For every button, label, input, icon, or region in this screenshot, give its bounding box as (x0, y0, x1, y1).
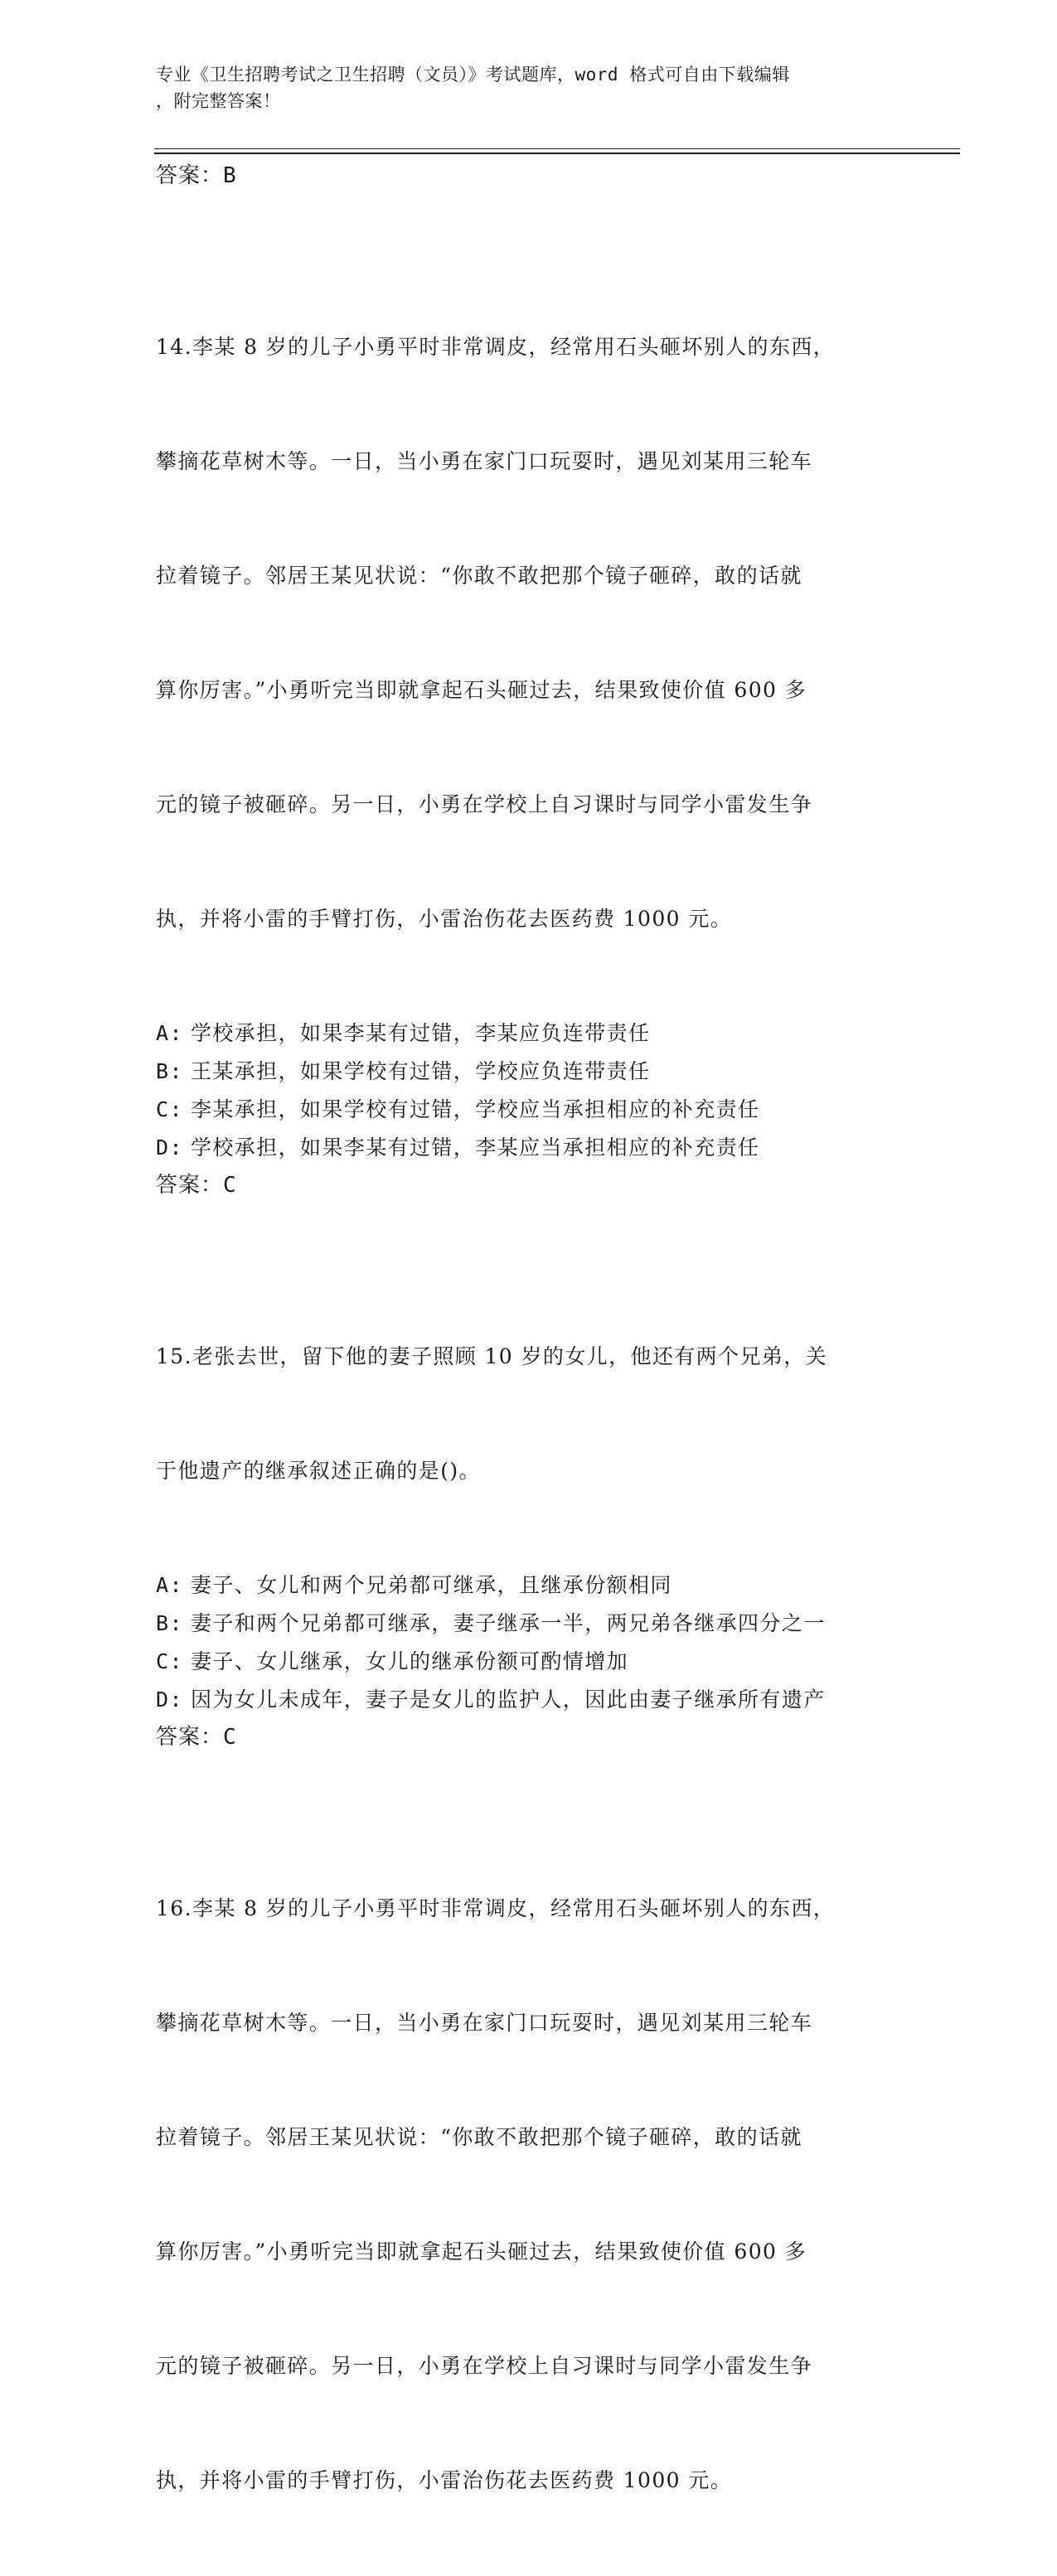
option-letter: D: (156, 1687, 183, 1712)
stem-line: 元的镜子被砸碎。另一日，小勇在学校上自习课时与同学小雷发生争 (156, 2354, 813, 2378)
stem-line: 执，并将小雷的手臂打伤，小雷治伤花去医药费 1000 元。 (156, 2468, 733, 2492)
document-header (156, 61, 902, 114)
header-line-2: ，附完整答案！ (156, 91, 281, 111)
stem-line: 攀摘花草树木等。一日，当小勇在家门口玩耍时，遇见刘某用三轮车 (156, 2011, 813, 2035)
stem-line: 拉着镜子。邻居王某见状说：“你敢不敢把那个镜子砸碎，敢的话就 (156, 2125, 802, 2149)
option-text: 李某承担，如果学校有过错，学校应当承担相应的补充责任 (191, 1097, 760, 1121)
stem-line: 拉着镜子。邻居王某见状说：“你敢不敢把那个镜子砸碎，敢的话就 (156, 564, 802, 588)
option-d (156, 1129, 902, 1167)
option-text: 王某承担，如果学校有过错，学校应负连带责任 (191, 1059, 651, 1083)
question-14 (156, 252, 902, 1203)
option-letter: B: (156, 1611, 183, 1635)
answer-15: 答案：C (156, 1725, 237, 1750)
stem-line: 算你厉害。”小勇听完当即就拿起石头砸过去，结果致使价值 600 多 (156, 2239, 807, 2264)
stem-line: 算你厉害。”小勇听完当即就拿起石头砸过去，结果致使价值 600 多 (156, 678, 807, 702)
header-rule-thick (154, 153, 960, 154)
option-a (156, 1014, 902, 1053)
option-text: 妻子和两个兄弟都可继承，妻子继承一半，两兄弟各继承四分之一 (191, 1611, 826, 1635)
question-stem (156, 1261, 902, 1566)
option-text: 学校承担，如果李某有过错，李某应当承担相应的补充责任 (191, 1135, 760, 1160)
option-text: 学校承担，如果李某有过错，李某应负连带责任 (191, 1021, 651, 1045)
option-letter: C: (156, 1649, 183, 1673)
question-stem (156, 252, 902, 1014)
option-letter: A: (156, 1573, 183, 1597)
option-letter: C: (156, 1097, 183, 1121)
stem-line: 执，并将小雷的手臂打伤，小雷治伤花去医药费 1000 元。 (156, 907, 733, 931)
option-letter: A: (156, 1021, 183, 1045)
option-b (156, 1053, 902, 1091)
stem-line: 攀摘花草树木等。一日，当小勇在家门口玩耍时，遇见刘某用三轮车 (156, 449, 813, 473)
option-a (156, 1566, 902, 1605)
stem-line: 于他遗产的继承叙述正确的是()。 (156, 1459, 481, 1483)
option-c (156, 1643, 902, 1681)
header-line-1: 专业《卫生招聘考试之卫生招聘（文员）》考试题库，word 格式可自由下载编辑 (156, 65, 790, 85)
option-text: 妻子、女儿继承，女儿的继承份额可酌情增加 (191, 1649, 629, 1673)
stem-line: 元的镜子被砸碎。另一日，小勇在学校上自习课时与同学小雷发生争 (156, 792, 813, 816)
question-16 (156, 1813, 902, 2576)
option-d (156, 1681, 902, 1719)
answer-14: 答案：C (156, 1173, 237, 1198)
document-body (156, 157, 902, 2576)
option-c (156, 1091, 902, 1129)
option-text: 因为女儿未成年，妻子是女儿的监护人，因此由妻子继承所有遗产 (191, 1687, 826, 1712)
option-text: 妻子、女儿和两个兄弟都可继承，且继承份额相同 (191, 1573, 672, 1597)
question-stem (156, 1813, 902, 2576)
option-b (156, 1605, 902, 1643)
answer-13: 答案：B (156, 163, 237, 188)
option-letter: D: (156, 1135, 183, 1160)
stem-line: 14.李某 8 岁的儿子小勇平时非常调皮，经常用石头砸坏别人的东西， (156, 335, 836, 359)
option-letter: B: (156, 1059, 183, 1083)
question-15 (156, 1261, 902, 1755)
stem-line: 15.老张去世，留下他的妻子照顾 10 岁的女儿，他还有两个兄弟，关 (156, 1344, 828, 1368)
header-rule-thin (154, 148, 960, 149)
stem-line: 16.李某 8 岁的儿子小勇平时非常调皮，经常用石头砸坏别人的东西， (156, 1896, 836, 1920)
